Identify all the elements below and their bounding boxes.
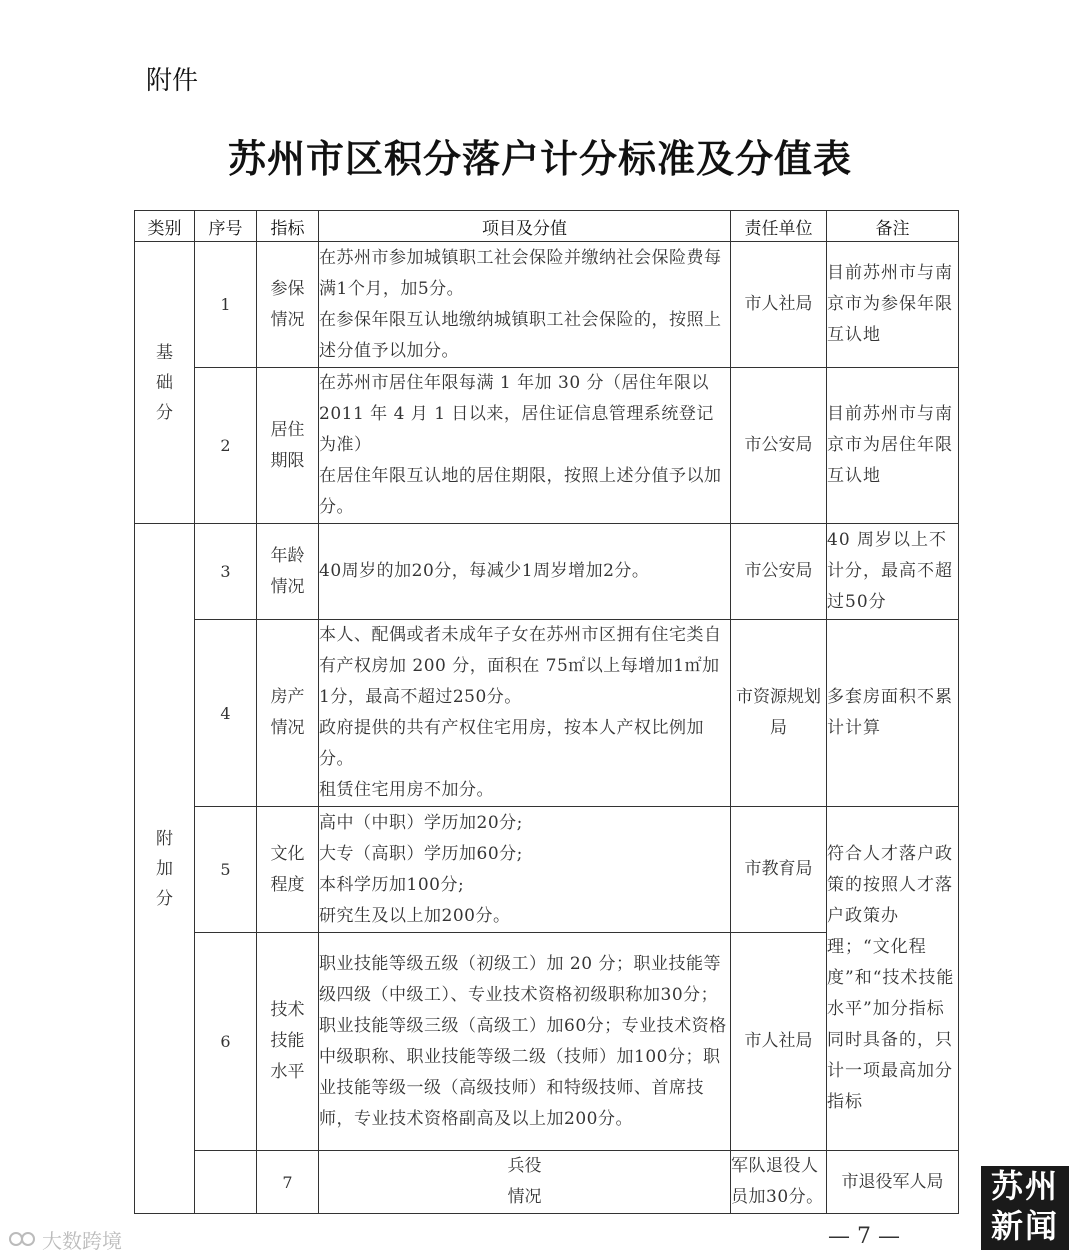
column-header: 指标 [257, 211, 319, 242]
column-header: 序号 [195, 211, 257, 242]
table-row [135, 524, 959, 620]
item-score: 40周岁的加20分，每减少1周岁增加2分。 [319, 524, 731, 620]
indicator: 参保 情况 [257, 242, 319, 368]
row-number: 6 [195, 933, 257, 1151]
item-score: 本人、配偶或者未成年子女在苏州市区拥有住宅类自有产权房加 200 分，面积在 75㎡以上每增加1㎡加1分，最高不超过250分。 政府提供的共有产权住宅用房，按本人产权比例加分。 租赁住宅用房不加分。 [319, 620, 731, 807]
table-row [135, 368, 959, 524]
table-row [135, 807, 959, 933]
row-number: 5 [195, 807, 257, 933]
item-score: 职业技能等级五级（初级工）加 20 分；职业技能等级四级（中级工）、专业技术资格初级职称加30分；职业技能等级三级（高级工）加60分；专业技术资格中级职称、职业技能等级二级（技师）加100分；职业技能等级一级（高级技师）和特级技师、首席技师，专业技术资格副高及以上加200分。 [319, 933, 731, 1151]
category-additional: 附 加 分 [135, 524, 195, 1214]
row-number: 1 [195, 242, 257, 368]
indicator: 兵役 情况 [319, 1151, 731, 1214]
watermark [8, 1224, 122, 1254]
score-table [134, 210, 959, 1214]
responsible-unit: 市公安局 [731, 368, 827, 524]
column-header: 责任单位 [731, 211, 827, 242]
responsible-unit: 市人社局 [731, 242, 827, 368]
responsible-unit: 市资源规划局 [731, 620, 827, 807]
indicator: 技术 技能 水平 [257, 933, 319, 1151]
row-number: 4 [195, 620, 257, 807]
responsible-unit: 市人社局 [731, 933, 827, 1151]
indicator: 年龄 情况 [257, 524, 319, 620]
responsible-unit: 市退役军人局 [827, 1151, 959, 1214]
table-row [135, 242, 959, 368]
suzhou-news-logo: 苏州 新闻 [981, 1166, 1069, 1250]
item-score: 在苏州市居住年限每满 1 年加 30 分（居住年限以 2011 年 4 月 1 日以来，居住证信息管理系统登记为准） 在居住年限互认地的居住期限，按照上述分值予以加分。 [319, 368, 731, 524]
attachment-label: 附件 [146, 66, 199, 96]
watermark-text: 大数跨境 [42, 1228, 122, 1253]
remark: 目前苏州市与南京市为居住年限互认地 [827, 368, 959, 524]
item-score: 军队退役人员加30分。 [731, 1151, 827, 1214]
responsible-unit: 市公安局 [731, 524, 827, 620]
watermark-logo-icon [8, 1229, 36, 1249]
column-header: 类别 [135, 211, 195, 242]
item-score: 在苏州市参加城镇职工社会保险并缴纳社会保险费每满1个月，加5分。 在参保年限互认地缴纳城镇职工社会保险的，按照上述分值予以加分。 [319, 242, 731, 368]
remark: 多套房面积不累计计算 [827, 620, 959, 807]
column-header: 备注 [827, 211, 959, 242]
row-number: 2 [195, 368, 257, 524]
column-header: 项目及分值 [319, 211, 731, 242]
indicator: 房产 情况 [257, 620, 319, 807]
shared-remark: 符合人才落户政策的按照人才落户政策办理；“文化程度”和“技术技能水平”加分指标同时具备的，只计一项最高加分指标 [827, 807, 959, 1151]
item-score: 高中（中职）学历加20分; 大专（高职）学历加60分; 本科学历加100分; 研究生及以上加200分。 [319, 807, 731, 933]
category-basic: 基 础 分 [135, 242, 195, 524]
row-number: 7 [257, 1151, 319, 1214]
row-number: 3 [195, 524, 257, 620]
page-number: — 7 — [828, 1224, 900, 1249]
responsible-unit: 市教育局 [731, 807, 827, 933]
remark: 40 周岁以上不计分，最高不超过50分 [827, 524, 959, 620]
category-empty [195, 1151, 257, 1214]
table-row [135, 1151, 959, 1214]
indicator: 居住 期限 [257, 368, 319, 524]
table-row [135, 620, 959, 807]
table-header-row [135, 211, 959, 242]
page-title: 苏州市区积分落户计分标准及分值表 [227, 137, 852, 181]
indicator: 文化 程度 [257, 807, 319, 933]
remark: 目前苏州市与南京市为参保年限互认地 [827, 242, 959, 368]
